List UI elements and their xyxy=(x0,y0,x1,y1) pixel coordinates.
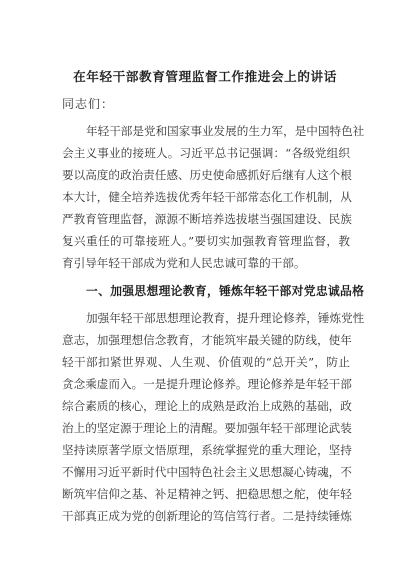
paragraph-line: 干部真正成为党的创新理论的笃信笃行者。二是持续锤炼 xyxy=(62,509,352,523)
paragraph-line: 意志，加强理想信念教育，才能筑牢最关键的防线，使年 xyxy=(62,333,352,347)
paragraph-line: 育引导年轻干部成为党和人民忠诚可靠的干部。 xyxy=(62,256,306,270)
paragraph-line: 综合素质的核心，理论上的成熟是政治上成熟的基础，政 xyxy=(62,399,352,413)
paragraph-line: 加强年轻干部思想理论教育，提升理论修养，锤炼党性 xyxy=(86,311,365,325)
salutation: 同志们： xyxy=(62,97,115,111)
paragraph-line: 会主义事业的接班人。习近平总书记强调：“各级党组织 xyxy=(62,146,350,160)
paragraph-line: 年轻干部是党和国家事业发展的生力军，是中国特色社 xyxy=(86,124,365,138)
paragraph-line: 不懈用习近平新时代中国特色社会主义思想凝心铸魂，不 xyxy=(62,465,352,479)
document-title: 在年轻干部教育管理监督工作推进会上的讲话 xyxy=(73,69,337,84)
paragraph-line: 断筑牢信仰之基、补足精神之钙、把稳思想之舵，使年轻 xyxy=(62,487,352,501)
paragraph-line: 本大计，健全培养选拔优秀年轻干部常态化工作机制，从 xyxy=(62,190,352,204)
paragraph-line: 复兴重任的可靠接班人。”要切实加强教育管理监督，教 xyxy=(62,234,350,248)
paragraph-line: 治上的坚定源于理论上的清醒。要加强年轻干部理论武装 xyxy=(62,421,352,435)
section-heading: 一、加强思想理论教育，锤炼年轻干部对党忠诚品格 xyxy=(86,284,365,298)
paragraph-line: 要以高度的政治责任感、历史使命感抓好后继有人这个根 xyxy=(62,168,352,182)
paragraph-line: 贪念乘虚而入。一是提升理论修养。理论修养是年轻干部 xyxy=(62,377,352,391)
paragraph-line: 严教育管理监督，源源不断培养选拔堪当强国建设、民族 xyxy=(62,212,352,226)
paragraph-line: 轻干部扣紧世界观、人生观、价值观的“总开关”，防止 xyxy=(62,355,350,369)
paragraph-line: 坚持读原著学原文悟原理，系统掌握党的重大理论，坚持 xyxy=(62,443,352,457)
